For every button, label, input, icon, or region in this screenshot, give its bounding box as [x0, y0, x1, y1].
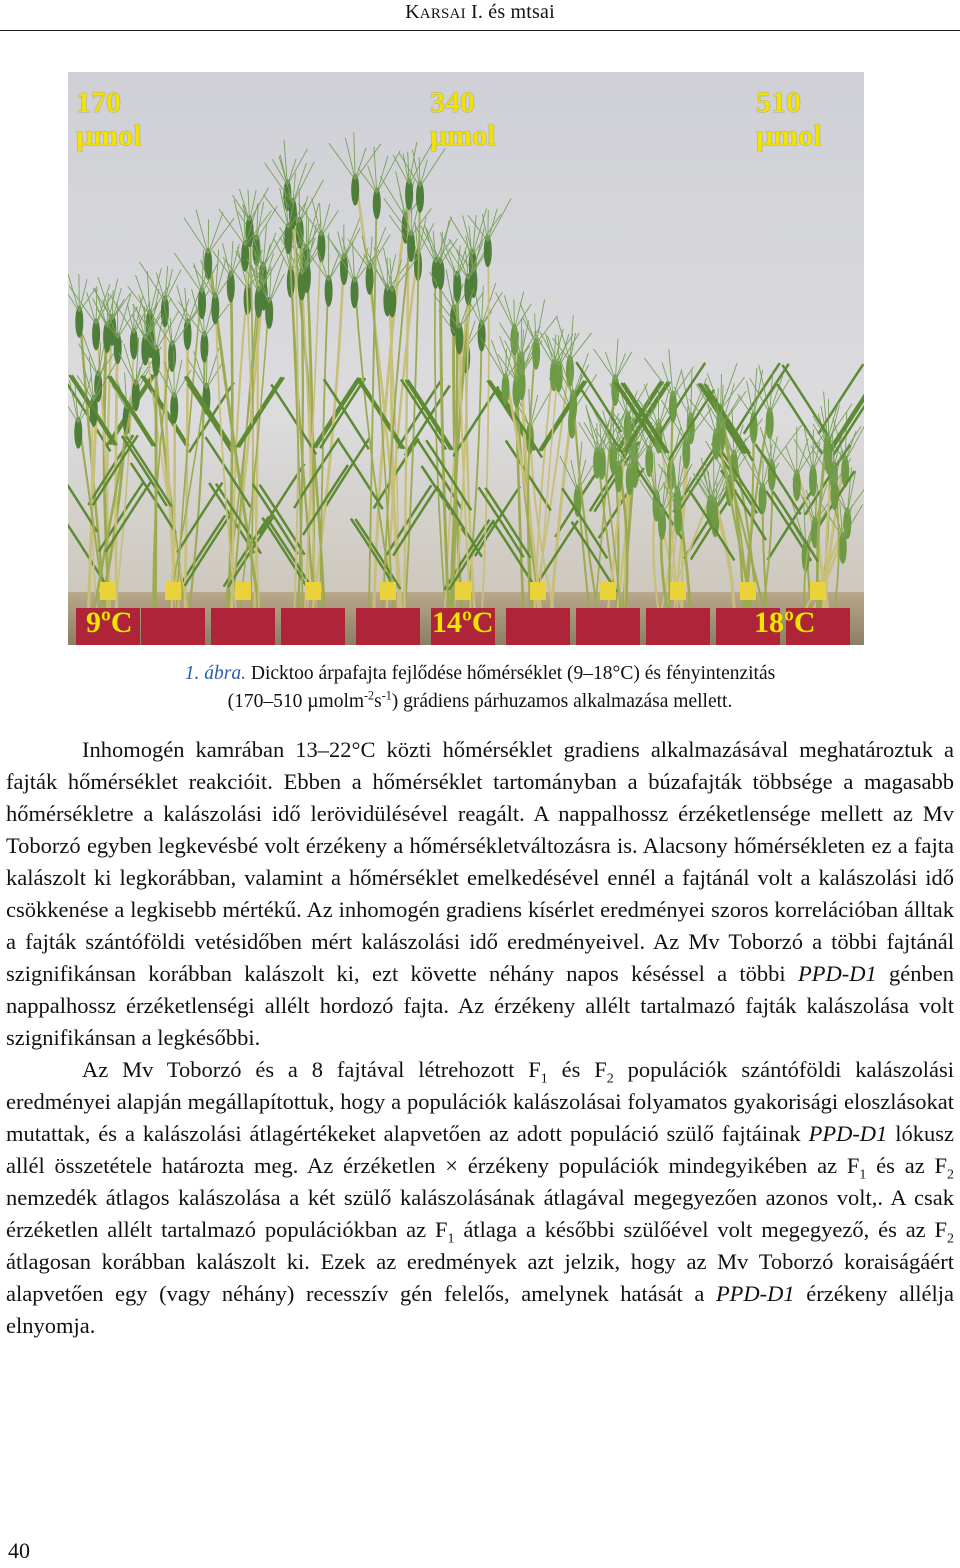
page-number: 40: [8, 1538, 30, 1563]
figure-photo: [68, 72, 864, 645]
plant-pot: [576, 608, 640, 645]
pot-label-tag: [455, 582, 471, 600]
pot-label-tag: [670, 582, 686, 600]
author-rest: ARSAI: [419, 6, 466, 22]
pot-label-tag: [740, 582, 756, 600]
caption-line-1: 1. ábra. Dicktoo árpafajta fejlődése hőmérséklet (9–18°C) és fényintenzitás: [184, 663, 776, 684]
label-18c: 18ºC: [754, 606, 816, 639]
header-rule: [0, 30, 960, 31]
barley-photo-illustration: [68, 72, 864, 645]
author-suffix: I. és mtsai: [465, 1, 555, 23]
plant-pot: [356, 608, 420, 645]
label-340-umol: 340 µmol: [430, 86, 496, 152]
paragraph-2: Az Mv Toborzó és a 8 fajtával létrehozott $F_1$ és $F_2$ populációk szántóföldi kalászolási eredményei alapján megállapítottuk, hogy a populációk kalászolásai folyamatos gyakorisági eloszlásokat mutattak, és a kalászolási átlagértékeket alapvetően az adott populáció szülő fajtáinak PPD-D1 lókusz allél összetétele határozta meg. Az érzéketlen × érzékeny populációk mindegyikében az $F_1$ és az $F_2$ nemzedék átlagos kalászolása a két szülő kalászolásának átlagával megegyezően azonos volt,. A csak érzéketlen allélt tartalmazó populációkban az $F_1$ átlaga a későbbi szülőével volt megegyező, és az $F_2$ átlagosan korábban kalászolt ki. Ezek az eredmények azt jelzik, hogy az Mv Toborzó koraiságáért alapvetően egy (vagy néhány) recesszív gén felelős, amelynek hatását a PPD-D1 érzékeny allélja elnyomja.: [6, 1057, 954, 1338]
pot-label-tag: [305, 582, 321, 600]
label-14c: 14ºC: [432, 606, 494, 639]
plant-pot: [141, 608, 205, 645]
pot-label-tag: [600, 582, 616, 600]
figure-caption: [0, 660, 960, 716]
plant-pot: [646, 608, 710, 645]
author-initial: K: [405, 1, 420, 23]
pot-label-tag: [530, 582, 546, 600]
pot-label-tag: [235, 582, 251, 600]
plant-pot: [281, 608, 345, 645]
pot-label-tag: [380, 582, 396, 600]
barley-awn: [714, 453, 715, 503]
barley-awn: [206, 356, 207, 389]
plant-pot: [211, 608, 275, 645]
paragraph-1: Inhomogén kamrában 13–22°C közti hőmérséklet gradiens alkalmazásával meghatároztuk a fajták hőmérséklet reakcióit. Ebben a hőmérséklet tartományban a búzafajták többsége a magasabb hőmérsékletre a kalászolási idő lerövidülésével reagált. A nappalhossz érzéketlensége mellett az Mv Toborzó egyben legkevésbé volt érzékeny a hőmérsékletváltozásra is. Alacsony hőmérsékleten ez a fajta kalászolt ki legkorábban, valamint a hőmérséklet emelkedésével ennél a fajtánál volt a kalászolási idő csökkenése a legkisebb mértékű. Az inhomogén gradiens kísérlet eredményei szoros korrelációban álltak a fajták szántóföldi vetésidőben mért kalászolási idő eredményeivel. Az Mv Toborzó a többi fajtánál szignifikánsan korábban kalászolt ki, ezt követte néhány napos késéssel a többi PPD-D1 génben nappalhossz érzéketlenségi allélt hordozó fajta. Az érzékeny allélt tartalmazó fajták kalászolása volt szignifikánsan a legkésőbbi.: [6, 737, 954, 1050]
figure-label: 1. ábra.: [184, 663, 246, 684]
pot-label-tag: [810, 582, 826, 600]
label-9c: 9ºC: [86, 606, 133, 639]
plant-pot: [506, 608, 570, 645]
caption-line-2: (170–510 $\mu molm^{-2}s^{-1}$) grádiens párhuzamos alkalmazása mellett.: [227, 688, 733, 712]
barley-awn: [208, 219, 209, 254]
pot-label-tag: [100, 582, 116, 600]
barley-awn: [306, 208, 307, 250]
body-text: [6, 734, 954, 1342]
pot-label-tag: [165, 582, 181, 600]
barley-awn: [411, 207, 412, 237]
label-170-umol: 170 µmol: [76, 86, 142, 152]
running-head: [0, 0, 960, 26]
barley-awn: [488, 210, 489, 241]
label-510-umol: 510 µmol: [756, 86, 822, 152]
